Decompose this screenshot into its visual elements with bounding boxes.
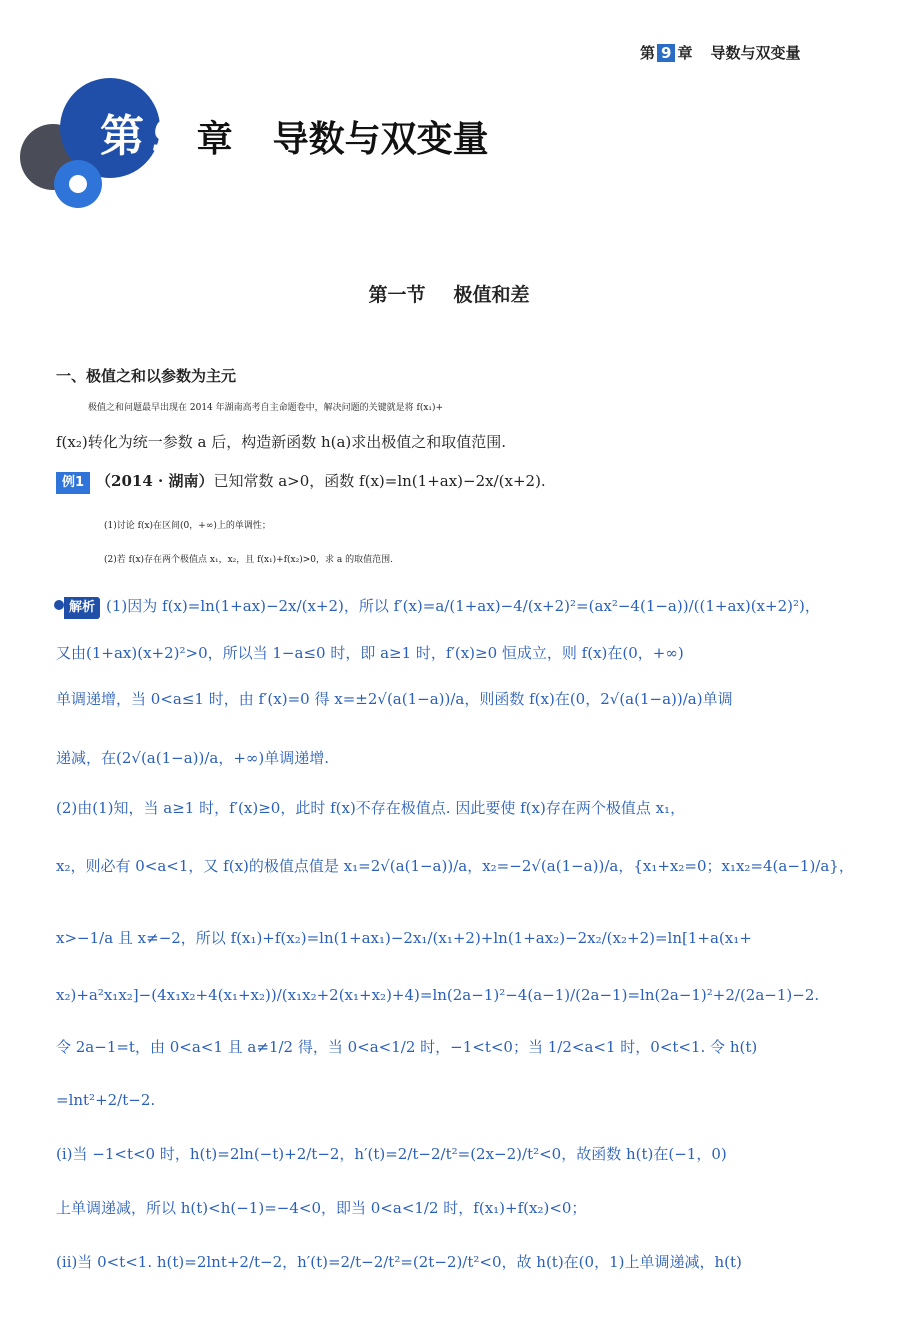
solution-line-5: (2)由(1)知，当 a≥1 时，f′(x)≥0，此时 f(x)不存在极值点. 因此要使 f(x)存在两个极值点 x₁， [56,799,686,817]
chapter-zhang: 章 [196,119,233,160]
solution-tag: 解析 [64,597,100,619]
running-header [640,42,800,63]
example-statement: 已知常数 a>0，函数 f(x)=ln(1+ax)−2x/(x+2). [213,472,546,490]
section-title-text: 极值和差 [453,284,530,306]
intro-line-2: f(x₂)转化为统一参数 a 后，构造新函数 h(a)求出极值之和取值范围. [56,433,507,451]
solution-text-1: (1)因为 f(x)=ln(1+ax)−2x/(x+2)，所以 f′(x)=a/(1+ax)−4/(x+2)²=(ax²−4(1−a))/((1+ax)(x+2)²)， [106,597,820,615]
example-statement-line [56,471,846,494]
solution-line-4: 递减，在(2√(a(1−a))/a，+∞)单调递增. [56,749,330,767]
solution-line-3: 单调递增，当 0<a≤1 时，由 f′(x)=0 得 x=±2√(a(1−a))/a，则函数 f(x)在(0，2√(a(1−a))/a)单调 [56,690,733,708]
running-header-title: 导数与双变量 [710,44,801,62]
solution-line-8: x₂)+a²x₁x₂]−(4x₁x₂+4(x₁+x₂))/(x₁x₂+2(x₁+x₂)+4)=ln(2a−1)²−4(a−1)/(2a−1)=ln(2a−1)²+2/(2a−1)−2. [56,986,820,1004]
decor-ring-hole [69,175,87,193]
example-question-1: (1)讨论 f(x)在区间(0，+∞)上的单调性； [104,521,271,531]
section-title [0,280,898,307]
example-tag: 例1 [56,472,90,494]
solution-line-6: x₂，则必有 0<a<1，又 f(x)的极值点值是 x₁=2√(a(1−a))/a，x₂=−2√(a(1−a))/a，{x₁+x₂=0；x₁x₂=4(a−1)/a}， [56,857,854,875]
section-label: 第一节 [368,284,426,306]
chapter-di: 第 [100,111,144,162]
running-header-chapter-number: 9 [657,44,675,62]
chapter-title-text: 导数与双变量 [272,119,489,160]
solution-line-9: 令 2a−1=t，由 0<a<1 且 a≠1/2 得，当 0<a<1/2 时，−1<t<0；当 1/2<a<1 时，0<t<1. 令 h(t) [56,1038,758,1056]
example-question-2: (2)若 f(x)存在两个极值点 x₁，x₂，且 f(x₁)+f(x₂)>0，求 a 的取值范围. [104,555,393,565]
running-header-prefix: 第 [640,44,656,62]
heading-1: 一、极值之和以参数为主元 [56,367,237,385]
chapter-number: 9 [152,111,183,162]
solution-line-1 [64,596,854,619]
solution-line-2: 又由(1+ax)(x+2)²>0，所以当 1−a≤0 时，即 a≥1 时，f′(x)≥0 恒成立，则 f(x)在(0，+∞) [56,644,684,662]
running-header-suffix: 章 [677,44,693,62]
solution-line-11: (ⅰ)当 −1<t<0 时，h(t)=2ln(−t)+2/t−2，h′(t)=2/t−2/t²=(2x−2)/t²<0，故函数 h(t)在(−1，0) [56,1145,727,1163]
chapter-title [100,100,489,164]
intro-line-1: 极值之和问题最早出现在 2014 年湖南高考自主命题卷中，解决问题的关键就是将 f(x₁)+ [88,403,444,413]
solution-line-12: 上单调递减，所以 h(t)<h(−1)=−4<0，即当 0<a<1/2 时，f(x₁)+f(x₂)<0； [56,1199,587,1217]
solution-line-7: x>−1/a 且 x≠−2，所以 f(x₁)+f(x₂)=ln(1+ax₁)−2x₁/(x₁+2)+ln(1+ax₂)−2x₂/(x₂+2)=ln[1+a(x₁+ [56,929,752,947]
solution-line-10: =lnt²+2/t−2. [56,1091,156,1109]
example-source: （2014 · 湖南） [96,472,214,490]
solution-line-13: (ⅱ)当 0<t<1. h(t)=2lnt+2/t−2，h′(t)=2/t−2/t²=(2t−2)/t²<0，故 h(t)在(0，1)上单调递减，h(t) [56,1253,742,1271]
